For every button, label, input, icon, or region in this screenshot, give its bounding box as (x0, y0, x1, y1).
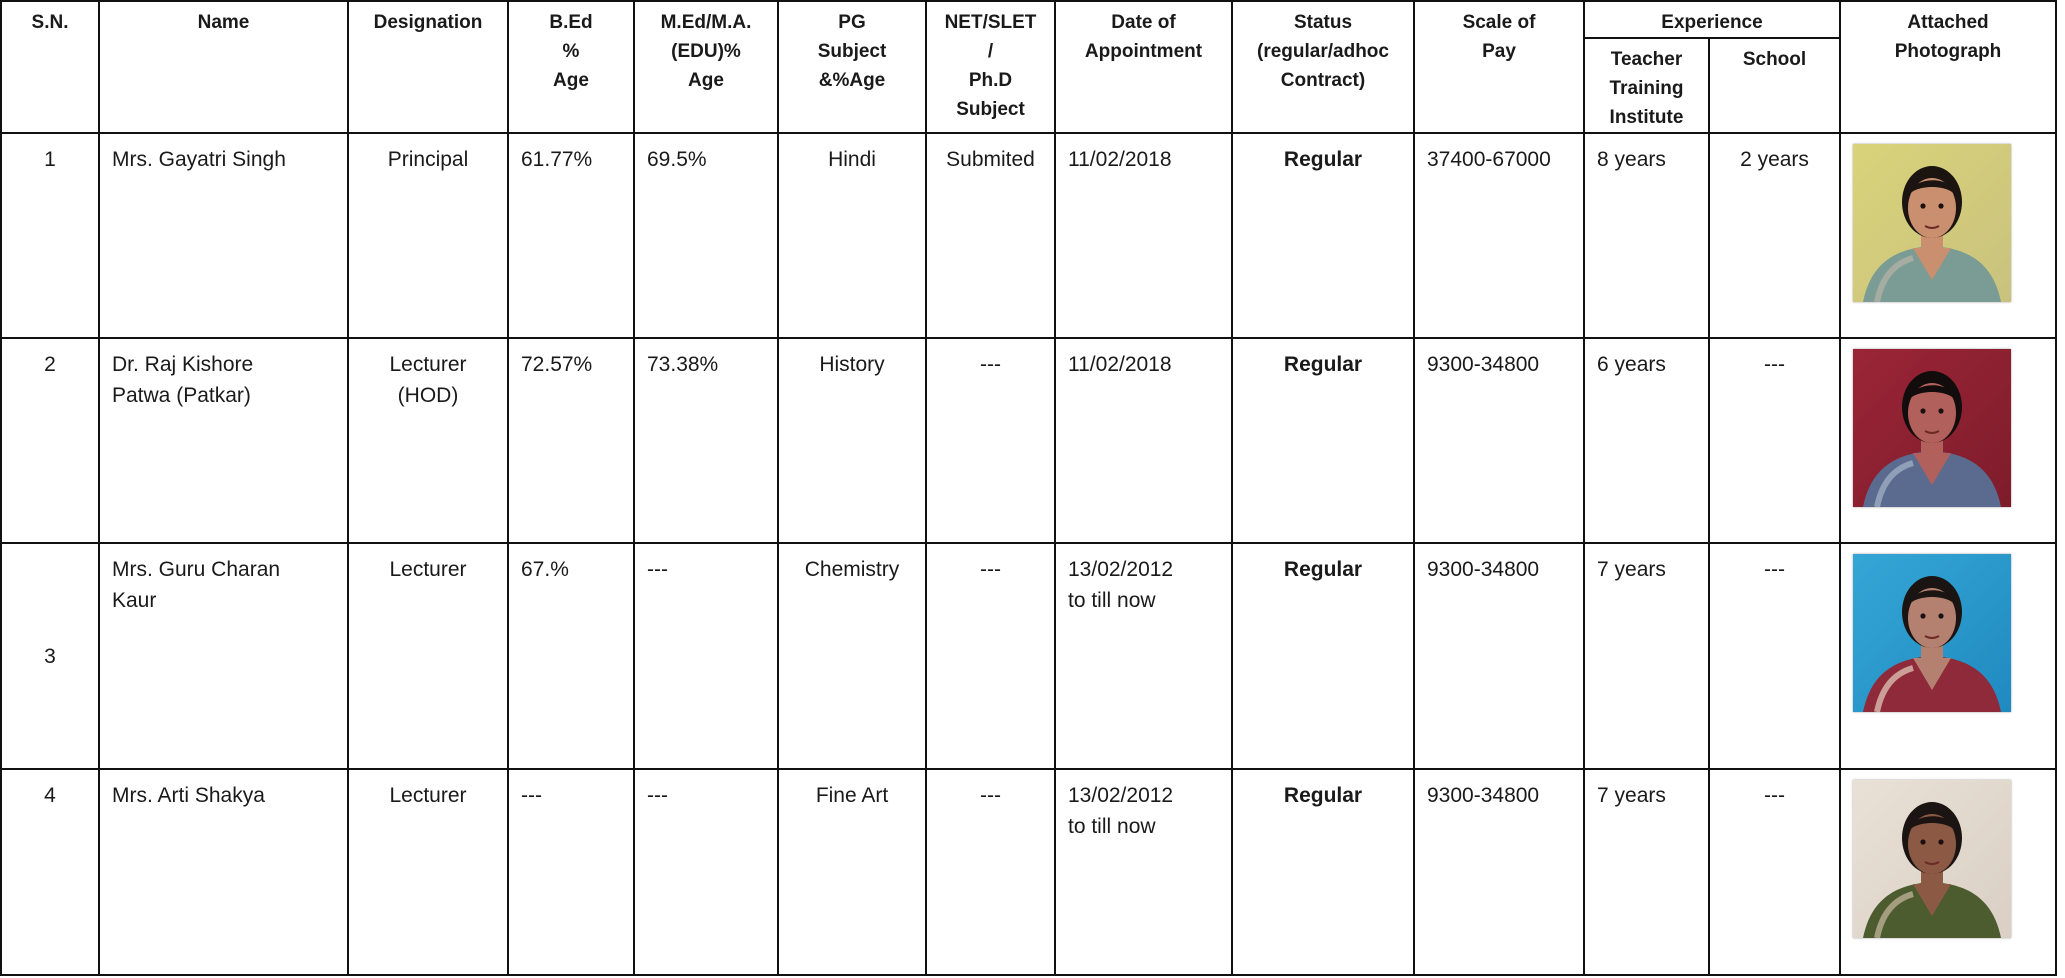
cell-net: Submited (926, 133, 1055, 338)
cell-sn: 3 (1, 543, 99, 769)
cell-pg: History (778, 338, 926, 543)
cell-name: Dr. Raj Kishore Patwa (Patkar) (99, 338, 348, 543)
cell-scale: 9300-34800 (1414, 769, 1584, 975)
cell-sn: 2 (1, 338, 99, 543)
cell-designation: Lecturer (348, 769, 508, 975)
col-header-bed: B.Ed % Age (508, 1, 634, 133)
col-header-doa: Date of Appointment (1055, 1, 1232, 133)
cell-doa: 11/02/2018 (1055, 133, 1232, 338)
cell-photo (1840, 133, 2056, 338)
cell-doa: 13/02/2012 to till now (1055, 769, 1232, 975)
cell-pg: Chemistry (778, 543, 926, 769)
col-header-exp-tti: Teacher Training Institute (1584, 38, 1709, 133)
cell-photo (1840, 338, 2056, 543)
cell-med: 69.5% (634, 133, 778, 338)
photo-portrait-woman (1853, 144, 2011, 302)
cell-bed: 67.% (508, 543, 634, 769)
cell-photo (1840, 543, 2056, 769)
cell-name: Mrs. Arti Shakya (99, 769, 348, 975)
cell-exp-tti: 7 years (1584, 543, 1709, 769)
col-header-net: NET/SLET / Ph.D Subject (926, 1, 1055, 133)
cell-net: --- (926, 769, 1055, 975)
cell-med: --- (634, 769, 778, 975)
cell-exp-school: 2 years (1709, 133, 1840, 338)
cell-exp-school: --- (1709, 543, 1840, 769)
table-row (1, 338, 2056, 543)
cell-photo (1840, 769, 2056, 975)
photo-portrait-woman (1853, 554, 2011, 712)
cell-bed: 72.57% (508, 338, 634, 543)
cell-exp-tti: 8 years (1584, 133, 1709, 338)
cell-pg: Hindi (778, 133, 926, 338)
cell-sn: 1 (1, 133, 99, 338)
cell-exp-tti: 6 years (1584, 338, 1709, 543)
photo-portrait-man (1853, 349, 2011, 507)
table-row (1, 769, 2056, 975)
col-header-med: M.Ed/M.A. (EDU)% Age (634, 1, 778, 133)
cell-bed: --- (508, 769, 634, 975)
cell-status: Regular (1232, 338, 1414, 543)
cell-med: --- (634, 543, 778, 769)
col-header-status: Status (regular/adhoc Contract) (1232, 1, 1414, 133)
col-header-designation: Designation (348, 1, 508, 133)
cell-designation: Lecturer (348, 543, 508, 769)
cell-status: Regular (1232, 133, 1414, 338)
col-header-photo: Attached Photograph (1840, 1, 2056, 133)
table-body (1, 133, 2056, 975)
cell-status: Regular (1232, 769, 1414, 975)
cell-exp-school: --- (1709, 769, 1840, 975)
cell-doa: 13/02/2012 to till now (1055, 543, 1232, 769)
cell-med: 73.38% (634, 338, 778, 543)
table-row (1, 543, 2056, 769)
col-header-pg: PG Subject &%Age (778, 1, 926, 133)
cell-sn: 4 (1, 769, 99, 975)
cell-scale: 9300-34800 (1414, 543, 1584, 769)
col-header-name: Name (99, 1, 348, 133)
cell-designation: Lecturer (HOD) (348, 338, 508, 543)
cell-name: Mrs. Guru Charan Kaur (99, 543, 348, 769)
col-header-scale: Scale of Pay (1414, 1, 1584, 133)
col-header-sn: S.N. (1, 1, 99, 133)
cell-scale: 9300-34800 (1414, 338, 1584, 543)
photo-portrait-woman (1853, 780, 2011, 938)
col-header-experience: Experience (1584, 1, 1840, 38)
cell-doa: 11/02/2018 (1055, 338, 1232, 543)
cell-exp-school: --- (1709, 338, 1840, 543)
cell-exp-tti: 7 years (1584, 769, 1709, 975)
table-row (1, 133, 2056, 338)
header-row (1, 1, 2056, 38)
cell-name: Mrs. Gayatri Singh (99, 133, 348, 338)
cell-status: Regular (1232, 543, 1414, 769)
cell-net: --- (926, 543, 1055, 769)
cell-bed: 61.77% (508, 133, 634, 338)
cell-pg: Fine Art (778, 769, 926, 975)
cell-scale: 37400-67000 (1414, 133, 1584, 338)
cell-designation: Principal (348, 133, 508, 338)
cell-net: --- (926, 338, 1055, 543)
col-header-exp-school: School (1709, 38, 1840, 133)
